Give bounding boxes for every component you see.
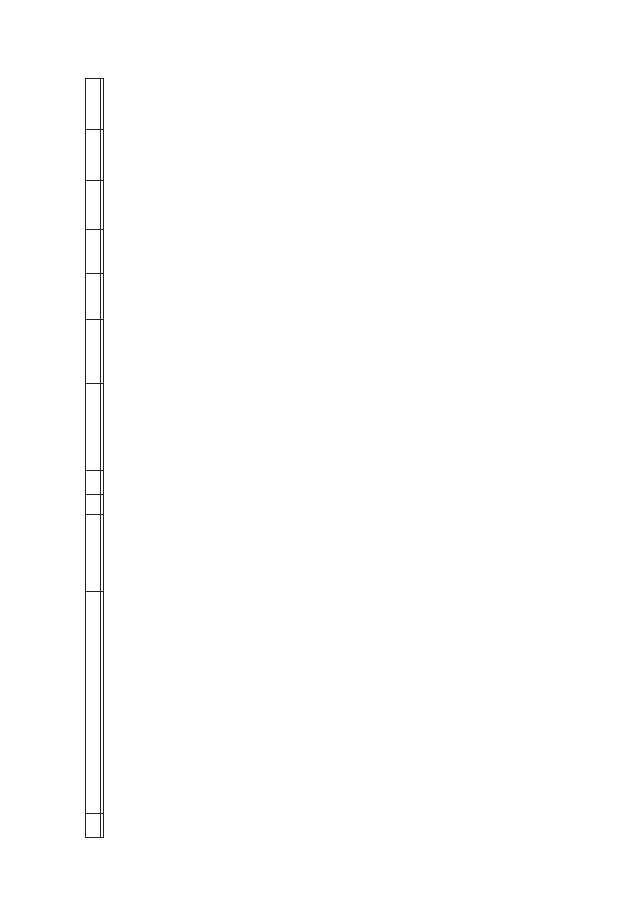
header-cell [86, 273, 101, 319]
header-cell [86, 229, 101, 273]
header-cell [86, 79, 101, 130]
year1-cell [101, 273, 104, 319]
header-cell [86, 320, 101, 384]
total-cell [101, 320, 104, 384]
year2-cell [101, 229, 104, 273]
table-body [101, 79, 104, 838]
budget-table [85, 78, 104, 838]
year4-cell [101, 129, 104, 180]
header-cell [86, 495, 101, 515]
executor-cell [101, 514, 104, 591]
section-code-cell [101, 470, 104, 494]
header-cell [86, 592, 101, 813]
year3-cell [101, 180, 104, 229]
header-cell [86, 180, 101, 229]
header-row [86, 79, 101, 838]
target-code-cell [101, 384, 104, 470]
gr-code-cell [101, 495, 104, 515]
rotated-page-content [85, 78, 610, 838]
header-cell [86, 813, 101, 837]
year5-cell [101, 79, 104, 130]
header-cell [86, 384, 101, 470]
header-cell [86, 470, 101, 494]
table-row [101, 79, 104, 838]
header-cell [86, 514, 101, 591]
header-cell [86, 129, 101, 180]
row-number-cell [101, 813, 104, 837]
description-cell [101, 592, 104, 813]
